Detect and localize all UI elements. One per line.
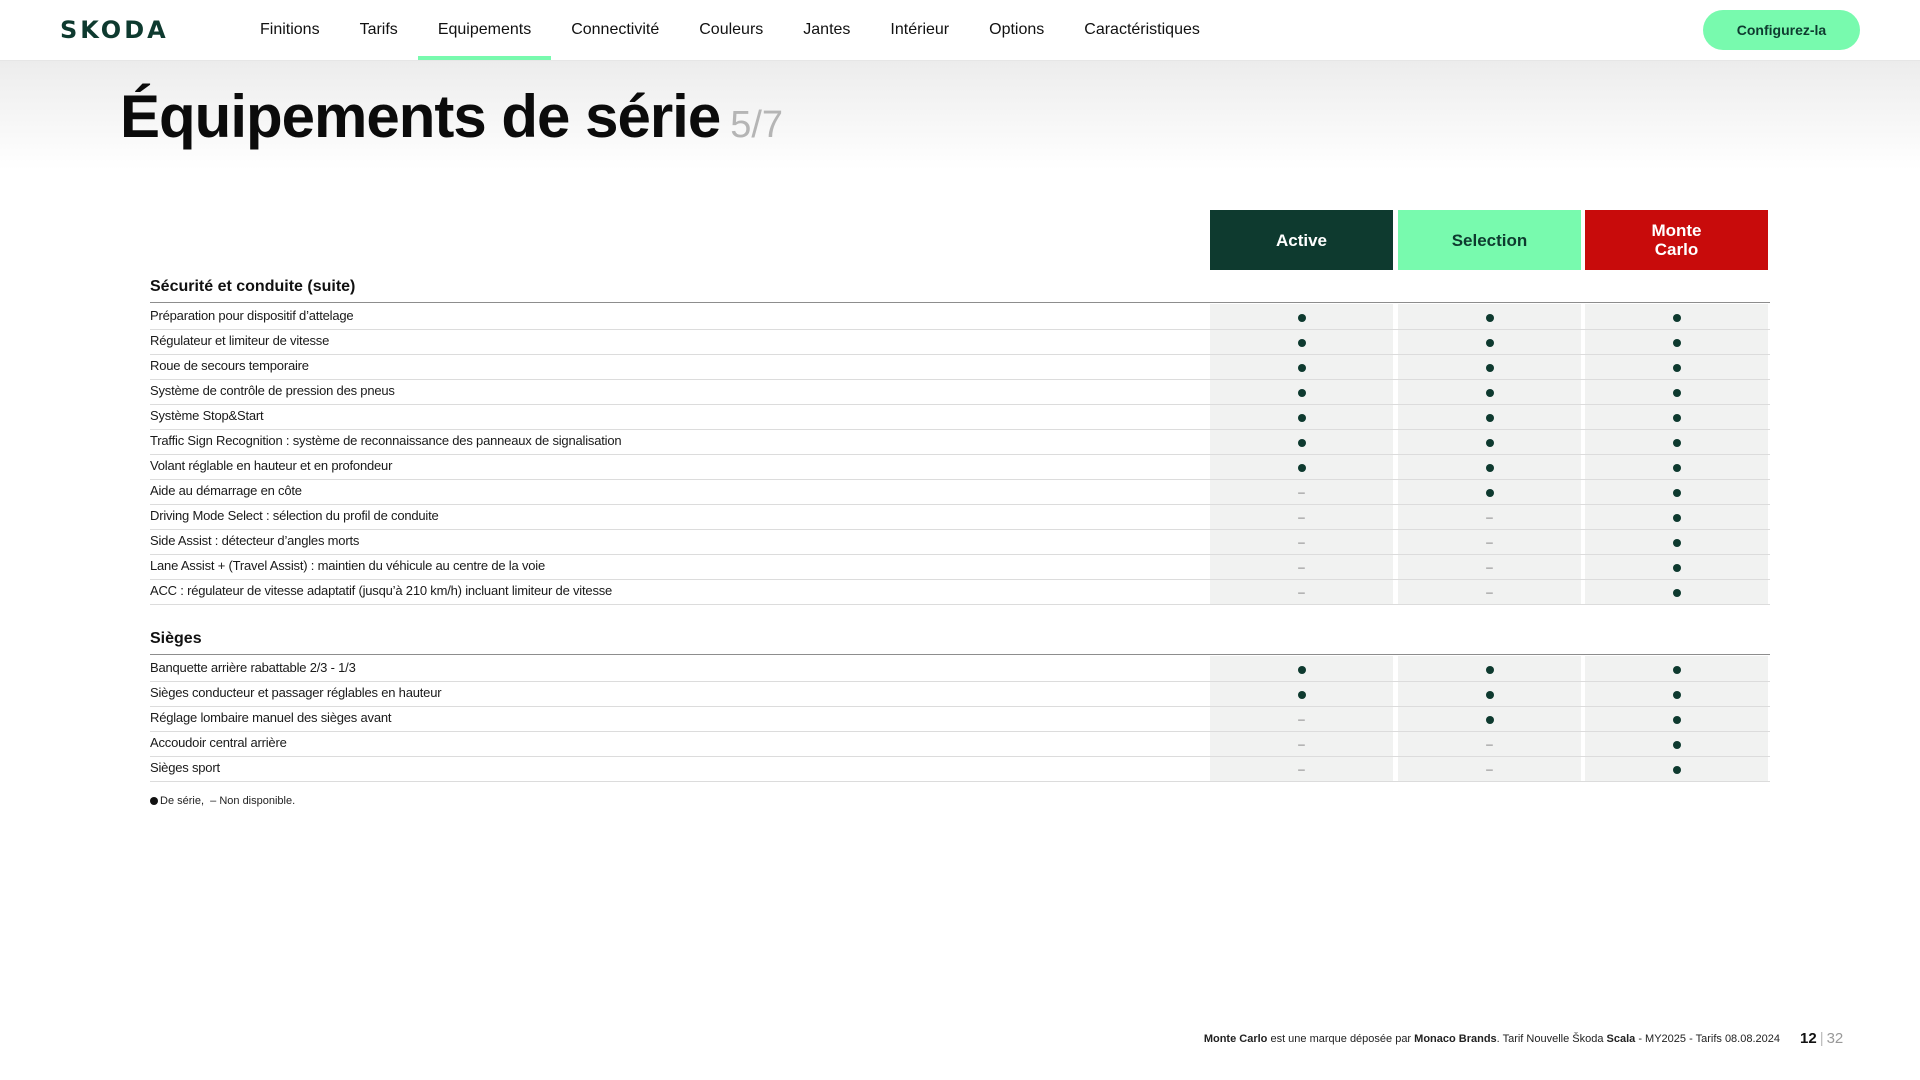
- page-separator: |: [1819, 1030, 1824, 1047]
- standard-dot-icon: [1210, 379, 1393, 404]
- not-available-dash: –: [1486, 737, 1493, 751]
- row-label: Régulateur et limiteur de vitesse: [150, 333, 330, 348]
- nav-item-2[interactable]: Equipements: [418, 0, 551, 60]
- nav-item-6[interactable]: Intérieur: [890, 21, 950, 38]
- standard-dot-icon: [1210, 454, 1393, 479]
- footer-notice: [1100, 1033, 1780, 1045]
- table-row: [150, 304, 1770, 330]
- standard-dot-icon: [1585, 656, 1768, 681]
- standard-dot-icon: [1398, 354, 1581, 379]
- standard-dot-icon: [1210, 354, 1393, 379]
- not-available-dash: –: [1298, 510, 1305, 524]
- section-divider: [150, 654, 1770, 655]
- standard-dot-icon: [1585, 404, 1768, 429]
- footer-scala: Scala: [1606, 1033, 1636, 1045]
- standard-dot-icon: [1210, 429, 1393, 454]
- standard-dot-icon: [1585, 479, 1768, 504]
- table-row: [150, 681, 1770, 707]
- row-label: Système Stop&Start: [150, 408, 264, 423]
- column-header-active: Active: [1210, 210, 1393, 270]
- nav-item-7[interactable]: Options: [989, 21, 1045, 38]
- not-available-dash: –: [1486, 585, 1493, 599]
- table-row: [150, 379, 1770, 405]
- standard-dot-icon: [1585, 706, 1768, 731]
- page-title: [120, 82, 783, 151]
- page-current: 12: [1800, 1030, 1817, 1047]
- not-available-dash: –: [1298, 535, 1305, 549]
- standard-dot-icon: [1398, 404, 1581, 429]
- nav-item-5[interactable]: Jantes: [803, 21, 851, 38]
- page-total: 32: [1826, 1030, 1844, 1047]
- nav-item-4[interactable]: Couleurs: [699, 21, 764, 38]
- standard-dot-icon: [1585, 681, 1768, 706]
- page-indicator: 5/7: [730, 104, 784, 146]
- top-navigation: [0, 0, 1920, 60]
- table-row: [150, 656, 1770, 682]
- nav-item-0[interactable]: Finitions: [260, 21, 320, 38]
- row-label: Réglage lombaire manuel des sièges avant: [150, 710, 392, 725]
- standard-dot-icon: [1210, 681, 1393, 706]
- footer-text-2: . Tarif Nouvelle Škoda: [1496, 1033, 1607, 1045]
- standard-dot-icon: [1585, 756, 1768, 781]
- standard-dot-icon: [1210, 404, 1393, 429]
- footer-text-1: est une marque déposée par: [1267, 1033, 1415, 1045]
- standard-dot-icon: [1398, 304, 1581, 329]
- page-number: [1800, 1030, 1843, 1047]
- standard-dot-icon: [1585, 354, 1768, 379]
- row-label: Lane Assist + (Travel Assist) : maintien du véhicule au centre de la voie: [150, 558, 545, 573]
- standard-dot-icon: [1398, 681, 1581, 706]
- standard-dot-icon: [1585, 454, 1768, 479]
- legend: [150, 795, 295, 807]
- row-label: Préparation pour dispositif d’attelage: [150, 308, 354, 323]
- not-available-dash: –: [1486, 762, 1493, 776]
- standard-dot-icon: [1585, 529, 1768, 554]
- row-label: Traffic Sign Recognition : système de reconnaissance des panneaux de signalisation: [150, 433, 622, 448]
- page-title-text: Équipements de série: [120, 83, 721, 150]
- nav-item-8[interactable]: Caractéristiques: [1084, 21, 1200, 38]
- row-label: Volant réglable en hauteur et en profondeur: [150, 458, 393, 473]
- column-header-monte-carlo-label: Monte Carlo: [1651, 221, 1702, 259]
- legend-not-available: – Non disponible.: [210, 795, 296, 807]
- section-divider: [150, 302, 1770, 303]
- not-available-dash: –: [1486, 535, 1493, 549]
- standard-dot-icon: [1585, 731, 1768, 756]
- table-row: [150, 706, 1770, 732]
- table-row: [150, 429, 1770, 455]
- row-label: Sièges conducteur et passager réglables en hauteur: [150, 685, 442, 700]
- configure-button[interactable]: Configurez-la: [1703, 10, 1860, 50]
- standard-dot-icon: [150, 797, 158, 805]
- standard-dot-icon: [1398, 329, 1581, 354]
- not-available-dash: –: [1298, 762, 1305, 776]
- not-available-dash: –: [1486, 510, 1493, 524]
- standard-dot-icon: [1398, 706, 1581, 731]
- row-label: Système de contrôle de pression des pneus: [150, 383, 395, 398]
- row-label: Accoudoir central arrière: [150, 735, 287, 750]
- not-available-dash: –: [1486, 560, 1493, 574]
- table-row: [150, 731, 1770, 757]
- table-row: [150, 454, 1770, 480]
- row-label: Aide au démarrage en côte: [150, 483, 302, 498]
- column-header-monte-carlo: [1585, 210, 1768, 270]
- standard-dot-icon: [1585, 304, 1768, 329]
- standard-dot-icon: [1210, 656, 1393, 681]
- skoda-logo[interactable]: SKODA: [60, 16, 169, 44]
- table-row: [150, 579, 1770, 605]
- row-label: Roue de secours temporaire: [150, 358, 309, 373]
- legend-standard: De série,: [160, 795, 205, 807]
- standard-dot-icon: [1210, 304, 1393, 329]
- not-available-dash: –: [1298, 737, 1305, 751]
- standard-dot-icon: [1210, 329, 1393, 354]
- standard-dot-icon: [1585, 554, 1768, 579]
- standard-dot-icon: [1585, 379, 1768, 404]
- table-row: [150, 554, 1770, 580]
- footer-text-3: - MY2025 - Tarifs 08.08.2024: [1635, 1033, 1780, 1045]
- row-label: Side Assist : détecteur d’angles morts: [150, 533, 360, 548]
- standard-dot-icon: [1585, 429, 1768, 454]
- table-row: [150, 529, 1770, 555]
- footer-monte-carlo: Monte Carlo: [1203, 1033, 1268, 1045]
- standard-dot-icon: [1398, 379, 1581, 404]
- not-available-dash: –: [1298, 712, 1305, 726]
- table-row: [150, 404, 1770, 430]
- standard-dot-icon: [1398, 656, 1581, 681]
- row-label: ACC : régulateur de vitesse adaptatif (jusqu’à 210 km/h) incluant limiteur de vitesse: [150, 583, 613, 598]
- row-label: Banquette arrière rabattable 2/3 - 1/3: [150, 660, 356, 675]
- table-row: [150, 329, 1770, 355]
- table-row: [150, 756, 1770, 782]
- nav-item-3[interactable]: Connectivité: [571, 21, 660, 38]
- not-available-dash: –: [1298, 585, 1305, 599]
- table-row: [150, 479, 1770, 505]
- standard-dot-icon: [1585, 504, 1768, 529]
- column-header-selection: Selection: [1398, 210, 1581, 270]
- nav-item-1[interactable]: Tarifs: [359, 21, 398, 38]
- main-menu: [240, 0, 1220, 60]
- table-row: [150, 354, 1770, 380]
- footer-monaco-brands: Monaco Brands: [1414, 1033, 1497, 1045]
- standard-dot-icon: [1585, 579, 1768, 604]
- not-available-dash: –: [1298, 485, 1305, 499]
- standard-dot-icon: [1398, 479, 1581, 504]
- section-title-0: Sécurité et conduite (suite): [150, 278, 356, 295]
- section-title-1: Sièges: [150, 630, 202, 647]
- row-label: Sièges sport: [150, 760, 220, 775]
- row-label: Driving Mode Select : sélection du profil de conduite: [150, 508, 439, 523]
- standard-dot-icon: [1585, 329, 1768, 354]
- table-row: [150, 504, 1770, 530]
- standard-dot-icon: [1398, 454, 1581, 479]
- standard-dot-icon: [1398, 429, 1581, 454]
- not-available-dash: –: [1298, 560, 1305, 574]
